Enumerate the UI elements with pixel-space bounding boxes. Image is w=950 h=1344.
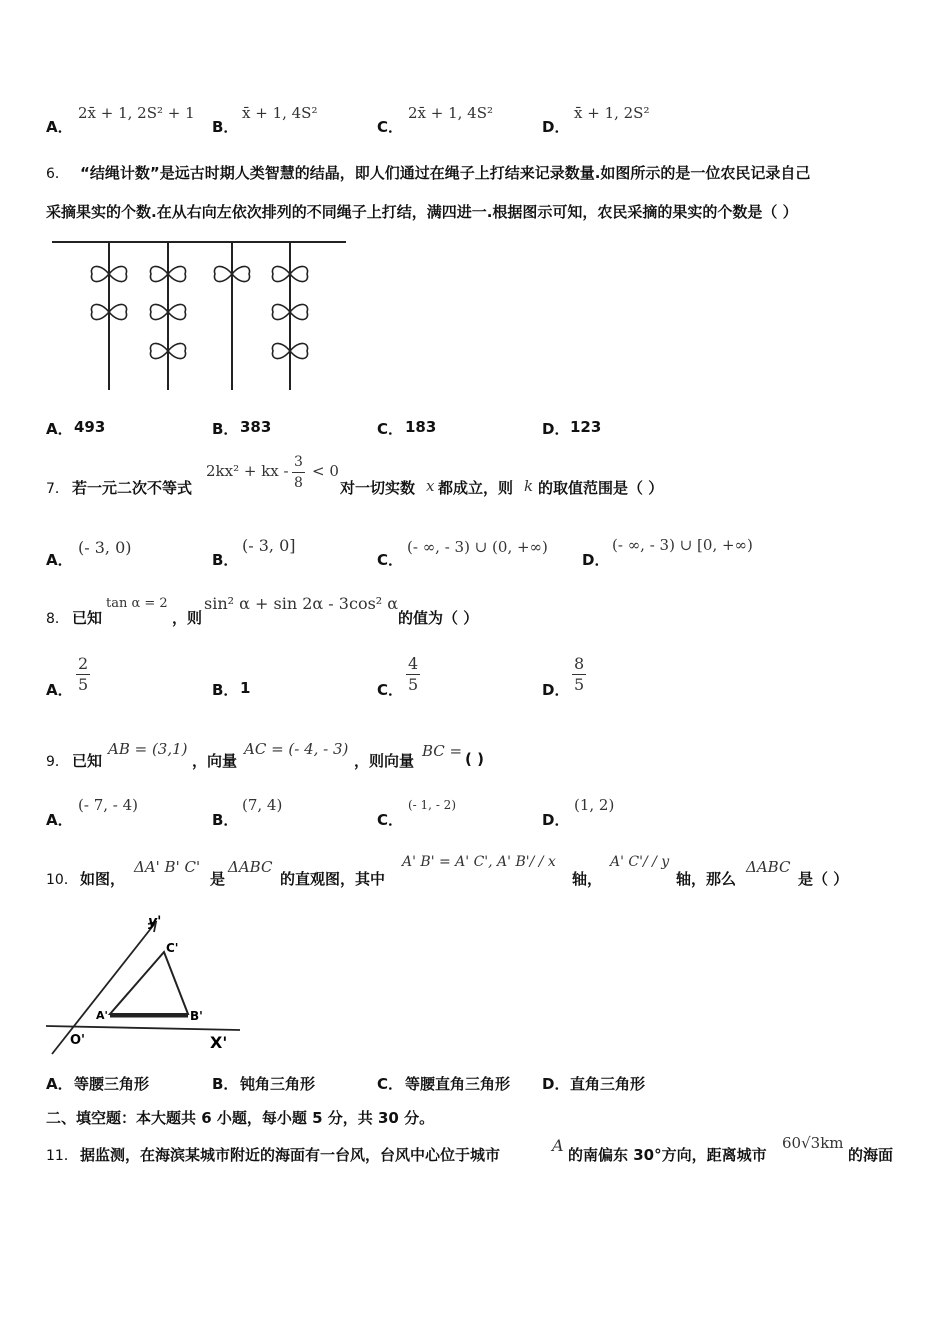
q7-mid: 对一切实数 bbox=[340, 479, 416, 497]
knot-rope-figure bbox=[44, 232, 354, 394]
q5-option-d-label: D． bbox=[542, 118, 570, 136]
q11-mid: 的南偏东 30°方向，距离城市 bbox=[568, 1146, 767, 1164]
q8-option-d-num: 8 bbox=[574, 654, 585, 673]
q9-number: 9． bbox=[46, 754, 69, 770]
q8-mid: ，则 bbox=[172, 609, 203, 627]
q10-triangle-prime: ΔA' B' C' bbox=[134, 858, 201, 876]
q8-option-c-label: C． bbox=[377, 681, 404, 699]
q6-option-b-text: 383 bbox=[240, 418, 272, 436]
q9-pre: 已知 bbox=[72, 752, 103, 770]
q10-triangle-2: ΔABC bbox=[746, 858, 791, 876]
q10-option-c-text: 等腰直角三角形 bbox=[405, 1075, 511, 1093]
q10-triangle: ΔABC bbox=[228, 858, 273, 876]
q7-frac-num: 3 bbox=[292, 452, 305, 473]
q10-condition-2: A' C'/ / y bbox=[610, 854, 670, 870]
q7-var-x: x bbox=[426, 477, 435, 495]
q8-pre: 已知 bbox=[72, 609, 103, 627]
q7-ineq-left: 2kx² + kx - bbox=[206, 462, 289, 480]
q9-mid: ，向量 bbox=[192, 752, 238, 770]
q8-condition: tan α = 2 bbox=[106, 596, 168, 611]
q9-option-c-label: C． bbox=[377, 811, 404, 829]
q11-pre: 据监测，在海滨某城市附近的海面有一台风，台风中心位于城市 bbox=[80, 1146, 501, 1164]
q7-pre: 若一元二次不等式 bbox=[72, 479, 193, 497]
q10-option-b-text: 钝角三角形 bbox=[240, 1075, 316, 1093]
q8-option-a-den: 5 bbox=[78, 675, 89, 694]
q10-mid2: 的直观图，其中 bbox=[280, 870, 386, 888]
q10-option-d-text: 直角三角形 bbox=[570, 1075, 646, 1093]
q10-option-a-text: 等腰三角形 bbox=[74, 1075, 150, 1093]
q6-option-a-label: A． bbox=[46, 420, 73, 438]
q6-option-d-text: 123 bbox=[570, 418, 602, 436]
q8-option-a-label: A． bbox=[46, 681, 73, 699]
q9-option-d-expr: (1, 2) bbox=[574, 796, 615, 814]
x-axis bbox=[46, 1026, 240, 1030]
triangle-abc-prime bbox=[110, 952, 188, 1014]
oblique-diagram bbox=[44, 912, 244, 1060]
q8-option-d-label: D． bbox=[542, 681, 570, 699]
q7-option-d-expr: (- ∞, - 3) ∪ [0, +∞) bbox=[612, 536, 753, 554]
q10-post: 是（ ） bbox=[798, 870, 849, 888]
q7-mid2: 都成立，则 bbox=[438, 479, 514, 497]
q6-option-b-label: B． bbox=[212, 420, 239, 438]
q6-option-a-text: 493 bbox=[74, 418, 106, 436]
q7-post: 的取值范围是（ ） bbox=[538, 479, 664, 497]
q8-option-b-label: B． bbox=[212, 681, 239, 699]
q7-option-a-expr: (- 3, 0) bbox=[78, 538, 132, 557]
q10-mid3: 轴， bbox=[572, 870, 603, 888]
q8-number: 8． bbox=[46, 611, 69, 627]
q5-option-a-expr: 2x̄ + 1, 2S² + 1 bbox=[78, 104, 195, 122]
q11-post: 的海面 bbox=[848, 1146, 894, 1164]
q8-option-c-den: 5 bbox=[408, 675, 419, 694]
q8-option-b-text: 1 bbox=[240, 679, 251, 697]
q8-option-d-den: 5 bbox=[574, 675, 585, 694]
q10-option-a-label: A． bbox=[46, 1075, 73, 1093]
q7-option-d-label: D． bbox=[582, 551, 610, 569]
q9-option-d-label: D． bbox=[542, 811, 570, 829]
label-y: y' bbox=[148, 914, 162, 930]
q5-option-a-label: A． bbox=[46, 118, 73, 136]
section-2-heading: 二、填空题：本大题共 6 小题，每小题 5 分，共 30 分。 bbox=[46, 1109, 435, 1127]
label-o: O' bbox=[70, 1033, 86, 1048]
q5-option-c-label: C． bbox=[377, 118, 404, 136]
q10-condition-1: A' B' = A' C', A' B'/ / x bbox=[402, 854, 556, 870]
q8-expression: sin² α + sin 2α - 3cos² α bbox=[204, 594, 399, 613]
q10-mid: 是 bbox=[210, 870, 226, 888]
q10-option-b-label: B． bbox=[212, 1075, 239, 1093]
q6-number: 6． bbox=[46, 166, 69, 182]
q8-post: 的值为（ ） bbox=[398, 609, 479, 627]
q7-var-k: k bbox=[524, 477, 534, 495]
q11-number: 11． bbox=[46, 1148, 78, 1164]
q9-vector-ab: AB = (3,1) bbox=[108, 740, 188, 758]
q10-mid4: 轴，那么 bbox=[676, 870, 737, 888]
q7-option-b-label: B． bbox=[212, 551, 239, 569]
q6-text-line1: “结绳计数”是远古时期人类智慧的结晶，即人们通过在绳子上打结来记录数量.如图所示的是一位农民记录自己 bbox=[80, 164, 811, 182]
q6-option-c-label: C． bbox=[377, 420, 404, 438]
q11-city: A bbox=[552, 1136, 564, 1155]
label-c: C' bbox=[166, 941, 179, 955]
q7-option-c-expr: (- ∞, - 3) ∪ (0, +∞) bbox=[407, 538, 548, 556]
q9-option-b-expr: (7, 4) bbox=[242, 796, 283, 814]
q8-option-a-num: 2 bbox=[78, 654, 89, 673]
q6-option-d-label: D． bbox=[542, 420, 570, 438]
q8-option-c-num: 4 bbox=[408, 654, 419, 673]
q5-option-d-expr: x̄ + 1, 2S² bbox=[574, 104, 650, 122]
q9-option-b-label: B． bbox=[212, 811, 239, 829]
q6-text-line2: 采摘果实的个数.在从右向左依次排列的不同绳子上打结，满四进一.根据图示可知，农民采摘的果实的个数是（ ） bbox=[46, 203, 798, 221]
q9-vector-ac: AC = (- 4, - 3) bbox=[244, 740, 349, 758]
q11-distance: 60√3km bbox=[782, 1134, 844, 1152]
q7-fraction bbox=[292, 452, 305, 493]
q8-option-c-fraction bbox=[406, 654, 420, 695]
q6-option-c-text: 183 bbox=[405, 418, 437, 436]
q5-option-b-label: B． bbox=[212, 118, 239, 136]
q5-option-b-expr: x̄ + 1, 4S² bbox=[242, 104, 318, 122]
q7-number: 7． bbox=[46, 481, 69, 497]
q10-pre: 如图， bbox=[80, 870, 126, 888]
label-a: A' bbox=[96, 1009, 108, 1022]
q7-option-c-label: C． bbox=[377, 551, 404, 569]
q8-option-a-fraction bbox=[76, 654, 90, 695]
q7-frac-den: 8 bbox=[294, 475, 303, 491]
q8-option-d-fraction bbox=[572, 654, 586, 695]
label-b: B' bbox=[190, 1009, 203, 1023]
q10-number: 10． bbox=[46, 872, 78, 888]
y-axis bbox=[52, 922, 156, 1054]
q10-option-d-label: D． bbox=[542, 1075, 570, 1093]
q7-ineq-right: < 0 bbox=[312, 462, 339, 480]
q9-option-a-expr: (- 7, - 4) bbox=[78, 796, 138, 814]
q9-option-c-expr: (- 1, - 2) bbox=[408, 798, 456, 812]
q10-option-c-label: C． bbox=[377, 1075, 404, 1093]
q9-post: ( ) bbox=[465, 750, 484, 768]
q7-option-b-expr: (- 3, 0] bbox=[242, 536, 296, 555]
q9-vector-bc: BC = bbox=[422, 742, 463, 760]
q5-option-c-expr: 2x̄ + 1, 4S² bbox=[408, 104, 494, 122]
q9-mid2: ，则向量 bbox=[354, 752, 415, 770]
q9-option-a-label: A． bbox=[46, 811, 73, 829]
q7-option-a-label: A． bbox=[46, 551, 73, 569]
label-x: X' bbox=[210, 1033, 228, 1052]
